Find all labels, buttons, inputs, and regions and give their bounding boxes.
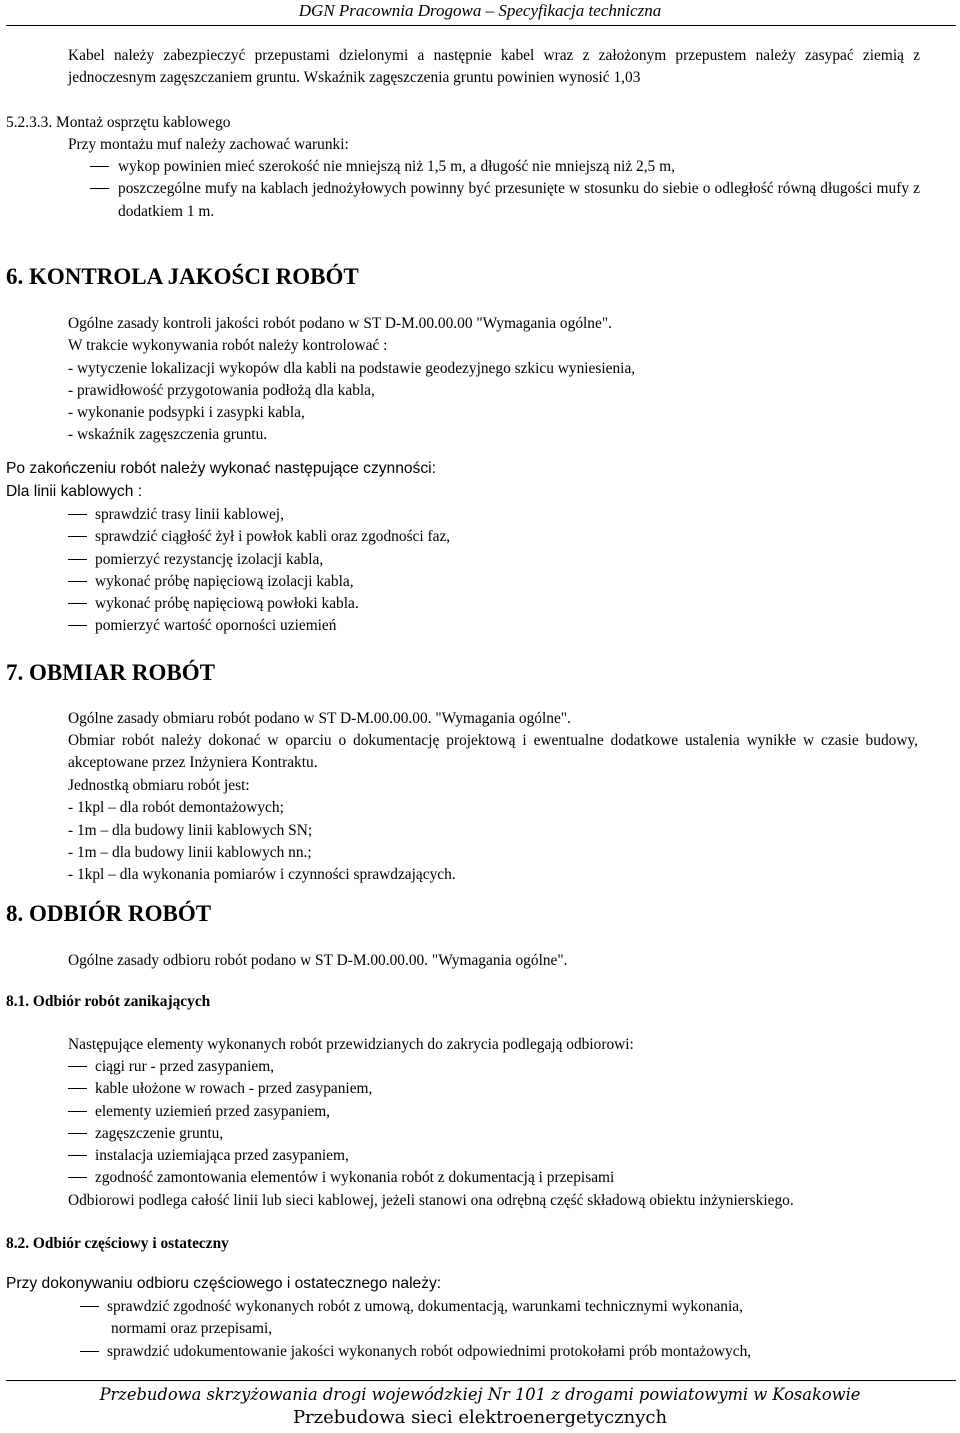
- dash-bullet: [68, 1177, 87, 1178]
- section-6-body: [68, 313, 928, 447]
- section-6-line: Ogólne zasady kontroli jakości robót podano w ST D-M.00.00.00 "Wymagania ogólne".: [68, 315, 612, 332]
- list-item: pomierzyć rezystancję izolacji kabla,: [68, 549, 920, 571]
- list-item: wykop powinien mieć szerokość nie mniejszą niż 1,5 m, a długość nie mniejszą niż 2,5 m,: [68, 156, 920, 178]
- header-rule: [6, 25, 956, 26]
- section-7-heading: 7. OBMIAR ROBÓT: [6, 660, 215, 685]
- section-5233-lead: Przy montażu muf należy zachować warunki:: [68, 136, 349, 153]
- section-7-unit-line: - 1kpl – dla robót demontażowych;: [68, 799, 284, 817]
- after-works-list: [68, 504, 920, 638]
- section-7-unit-line: - 1m – dla budowy linii kablowych SN;: [68, 821, 313, 839]
- footer-subtitle: Przebudowa sieci elektroenergetycznych: [292, 1407, 668, 1428]
- after-works-heading: Po zakończeniu robót należy wykonać następujące czynności:: [6, 460, 436, 477]
- section-7-unit-line: - 1kpl – dla wykonania pomiarów i czynności sprawdzających.: [68, 866, 456, 884]
- dash-bullet: [68, 603, 87, 604]
- section-6-line: W trakcie wykonywania robót należy kontrolować :: [68, 337, 388, 355]
- list-item: pomierzyć wartość oporności uziemień: [68, 615, 920, 637]
- list-item: sprawdzić zgodność wykonanych robót z umową, dokumentacją, warunkami technicznymi wykonania,: [80, 1296, 940, 1318]
- list-item: zagęszczenie gruntu,: [68, 1123, 938, 1145]
- list-item: sprawdzić trasy linii kablowej,: [68, 504, 920, 526]
- section-81-heading: 8.1. Odbiór robót zanikających: [6, 993, 211, 1010]
- section-6-line: - wykonanie podsypki i zasypki kabla,: [68, 404, 305, 422]
- dash-bullet: [68, 559, 87, 560]
- list-item: zgodność zamontowania elementów i wykonania robót z dokumentacją i przepisami: [68, 1167, 938, 1189]
- list-item: sprawdzić udokumentowanie jakości wykonanych robót odpowiednimi protokołami prób montażowych,: [80, 1341, 940, 1363]
- section-8-line: Ogólne zasady odbioru robót podano w ST D-M.00.00.00. "Wymagania ogólne".: [68, 952, 568, 969]
- dash-bullet: [68, 536, 87, 537]
- footer-rule: [6, 1380, 956, 1381]
- section-7-unit-line: - 1m – dla budowy linii kablowych nn.;: [68, 843, 312, 861]
- page-header-title: DGN Pracownia Drogowa – Specyfikacja techniczna: [298, 1, 662, 20]
- section-7-unit-line: Jednostką obmiaru robót jest:: [68, 777, 250, 794]
- section-82-heading: 8.2. Odbiór częściowy i ostateczny: [6, 1235, 229, 1252]
- section-7-line: Ogólne zasady obmiaru robót podano w ST D-M.00.00.00. "Wymagania ogólne".: [68, 710, 571, 727]
- dash-bullet: [68, 1066, 87, 1067]
- list-item: wykonać próbę napięciową izolacji kabla,: [68, 571, 920, 593]
- section-6-line: - prawidłowość przygotowania podłożą dla kabla,: [68, 381, 375, 399]
- dash-bullet: [90, 166, 109, 167]
- section-81-tail: Odbiorowi podlega całość linii lub sieci kablowej, jeżeli stanowi ona odrębną część składową obiektu inżynierskiego.: [68, 1192, 794, 1209]
- section-7-units: [68, 775, 928, 886]
- section-5233-list: [68, 156, 920, 223]
- dash-bullet: [80, 1306, 99, 1307]
- section-82-lead: Przy dokonywaniu odbioru częściowego i ostatecznego należy:: [6, 1275, 442, 1292]
- footer-project-title: Przebudowa skrzyżowania drogi wojewódzkiej Nr 101 z drogami powiatowymi w Kosakowie: [99, 1385, 861, 1404]
- section-81-lead: Następujące elementy wykonanych robót przewidzianych do zakrycia podlegają odbiorowi:: [68, 1036, 634, 1053]
- section-6-line: - wytyczenie lokalizacji wykopów dla kabli na podstawie geodezyjnego szkicu wyniesienia,: [68, 359, 636, 377]
- section-8-heading: 8. ODBIÓR ROBÓT: [6, 901, 212, 926]
- dash-bullet: [90, 188, 109, 189]
- section-6-line: - wskaźnik zagęszczenia gruntu.: [68, 426, 268, 444]
- section-81-list: [68, 1056, 938, 1190]
- dash-bullet: [68, 514, 87, 515]
- dash-bullet: [68, 1111, 87, 1112]
- list-item: elementy uziemień przed zasypaniem,: [68, 1101, 938, 1123]
- list-item: poszczególne mufy na kablach jednożyłowych powinny być przesunięte w stosunku do siebie o odległość równą długości mufy z dodatkiem 1 m.: [68, 178, 920, 223]
- list-item: wykonać próbę napięciową powłoki kabla.: [68, 593, 920, 615]
- list-item: ciągi rur - przed zasypaniem,: [68, 1056, 938, 1078]
- dash-bullet: [68, 625, 87, 626]
- section-5233-heading: 5.2.3.3. Montaż osprzętu kablowego: [6, 114, 231, 131]
- intro-paragraph: Kabel należy zabezpieczyć przepustami dzielonymi a następnie kabel wraz z założonym przepustem należy zasypać ziemią z jednoczesnym zagęszczaniem gruntu. Wskaźnik zagęszczenia gruntu powinien wynosić 1,03: [68, 47, 920, 87]
- list-item: sprawdzić ciągłość żył i powłok kabli oraz zgodności faz,: [68, 526, 920, 548]
- dash-bullet: [68, 1133, 87, 1134]
- list-item: kable ułożone w rowach - przed zasypaniem,: [68, 1078, 938, 1100]
- dash-bullet: [68, 581, 87, 582]
- list-item-continuation: normami oraz przepisami,: [111, 1320, 273, 1338]
- section-7-paragraph: Obmiar robót należy dokonać w oparciu o dokumentację projektową i ewentualne dodatkowe ustalenia wynikłe w czasie budowy, akceptowane przez Inżyniera Kontraktu.: [68, 732, 918, 772]
- dash-bullet: [68, 1088, 87, 1089]
- dash-bullet: [80, 1351, 99, 1352]
- cable-lines-subheading: Dla linii kablowych :: [6, 483, 143, 500]
- section-6-heading: 6. KONTROLA JAKOŚCI ROBÓT: [6, 264, 359, 289]
- list-item: instalacja uziemiająca przed zasypaniem,: [68, 1145, 938, 1167]
- section-82-list: [80, 1296, 940, 1363]
- dash-bullet: [68, 1155, 87, 1156]
